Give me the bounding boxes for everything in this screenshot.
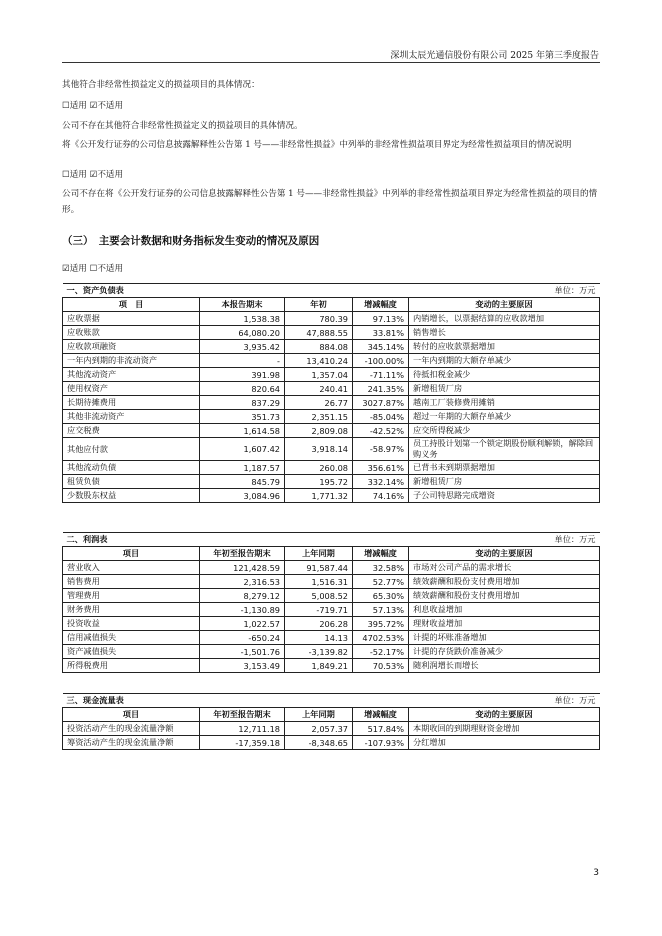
table-cell: -100.00% [353, 354, 409, 368]
table-cell: 一年内到期的大额存单减少 [409, 354, 600, 368]
table-row [63, 396, 600, 410]
table-cell: 74.16% [353, 489, 409, 503]
table-cell: 绩效薪酬和股份支付费用增加 [409, 589, 600, 603]
table-cell: 财务费用 [63, 603, 200, 617]
balance-header: 本报告期末 [200, 298, 285, 312]
profit-header: 年初至报告期末 [200, 547, 285, 561]
table-cell: 其他流动资产 [63, 368, 200, 382]
table-cell: 超过一年期的大额存单减少 [409, 410, 600, 424]
table-cell: 筹资活动产生的现金流量净额 [63, 736, 200, 750]
table-row [63, 326, 600, 340]
table-row [63, 461, 600, 475]
table-cell: 26.77 [285, 396, 353, 410]
table-row [63, 382, 600, 396]
table-cell: 已背书未到期票据增加 [409, 461, 600, 475]
table-row [63, 475, 600, 489]
table-cell: -1,501.76 [200, 645, 285, 659]
table-cell: 1,516.31 [285, 575, 353, 589]
table-cell: -85.04% [353, 410, 409, 424]
table-row [63, 312, 600, 326]
table-cell: 本期收回的到期理财资金增加 [409, 722, 600, 736]
table-cell: -71.11% [353, 368, 409, 382]
table-cell: 利息收益增加 [409, 603, 600, 617]
table-cell: - [200, 354, 285, 368]
balance-header: 年初 [285, 298, 353, 312]
table-cell: 销售费用 [63, 575, 200, 589]
table-row [63, 438, 600, 461]
table-cell: 其他非流动资产 [63, 410, 200, 424]
table-row [63, 368, 600, 382]
table-cell: 820.64 [200, 382, 285, 396]
table-cell: 越南工厂装修费用摊销 [409, 396, 600, 410]
balance-title: 一、资产负债表 [63, 284, 409, 298]
table-row [63, 603, 600, 617]
table-cell: 应收款项融资 [63, 340, 200, 354]
table-cell: 241.35% [353, 382, 409, 396]
intro-check-2: ☐适用 ☑不适用 [62, 170, 124, 180]
balance-header: 项 目 [63, 298, 200, 312]
table-cell: 47,888.55 [285, 326, 353, 340]
table-row [63, 354, 600, 368]
table-cell: 分红增加 [409, 736, 600, 750]
table-cell: 应交税费 [63, 424, 200, 438]
table-cell: 计提的存货跌价准备减少 [409, 645, 600, 659]
table-cell: 一年内到期的非流动资产 [63, 354, 200, 368]
table-cell: -17,359.18 [200, 736, 285, 750]
table-row [63, 424, 600, 438]
table-cell: -3,139.82 [285, 645, 353, 659]
table-cell: 营业收入 [63, 561, 200, 575]
table-cell: 64,080.20 [200, 326, 285, 340]
cashflow-header: 项目 [63, 708, 200, 722]
table-cell: 391.98 [200, 368, 285, 382]
table-cell: 2,316.53 [200, 575, 285, 589]
table-cell: 1,614.58 [200, 424, 285, 438]
intro-check-1: ☐适用 ☑不适用 [62, 101, 124, 111]
section-title: （三） 主要会计数据和财务指标发生变动的情况及原因 [62, 235, 320, 247]
table-cell: 356.61% [353, 461, 409, 475]
profit-header: 项目 [63, 547, 200, 561]
table-cell: 517.84% [353, 722, 409, 736]
balance-unit: 单位：万元 [409, 284, 600, 298]
report-header: 深圳太辰光通信股份有限公司 2025 年第三季度报告 [390, 51, 599, 61]
balance-sheet-table [62, 283, 600, 503]
table-cell: 使用权资产 [63, 382, 200, 396]
table-cell: 70.53% [353, 659, 409, 673]
table-cell: 52.77% [353, 575, 409, 589]
balance-rows [63, 312, 600, 503]
balance-header: 变动的主要原因 [409, 298, 600, 312]
page-number: 3 [593, 868, 599, 878]
table-cell: 少数股东权益 [63, 489, 200, 503]
table-cell: 845.79 [200, 475, 285, 489]
income-statement-table [62, 532, 600, 673]
cashflow-header: 增减幅度 [353, 708, 409, 722]
table-cell: 市场对公司产品的需求增长 [409, 561, 600, 575]
table-cell: 租赁负债 [63, 475, 200, 489]
table-cell: 待抵扣税金减少 [409, 368, 600, 382]
table-cell: 员工持股计划第一个锁定期股份顺利解锁，解除回购义务 [409, 438, 600, 461]
table-cell: 33.81% [353, 326, 409, 340]
table-cell: 5,008.52 [285, 589, 353, 603]
profit-title: 二、利润表 [63, 533, 409, 547]
profit-header: 增减幅度 [353, 547, 409, 561]
table-cell: 97.13% [353, 312, 409, 326]
cashflow-header: 变动的主要原因 [409, 708, 600, 722]
table-cell: -58.97% [353, 438, 409, 461]
table-cell: 投资收益 [63, 617, 200, 631]
table-cell: 销售增长 [409, 326, 600, 340]
table-cell: 内销增长，以票据结算的应收款增加 [409, 312, 600, 326]
table-cell: 随利润增长而增长 [409, 659, 600, 673]
table-cell: 2,809.08 [285, 424, 353, 438]
table-cell: 780.39 [285, 312, 353, 326]
table-cell: 1,187.57 [200, 461, 285, 475]
cashflow-header: 年初至报告期末 [200, 708, 285, 722]
table-cell: 3,918.14 [285, 438, 353, 461]
table-cell: 351.73 [200, 410, 285, 424]
profit-unit: 单位：万元 [409, 533, 600, 547]
table-cell: 应收票据 [63, 312, 200, 326]
table-cell: 其他应付款 [63, 438, 200, 461]
table-cell: -719.71 [285, 603, 353, 617]
table-cell: 395.72% [353, 617, 409, 631]
table-cell: 长期待摊费用 [63, 396, 200, 410]
table-cell: 子公司特思路完成增资 [409, 489, 600, 503]
table-cell: 3027.87% [353, 396, 409, 410]
table-row [63, 631, 600, 645]
table-cell: 其他流动负债 [63, 461, 200, 475]
table-cell: 投资活动产生的现金流量净额 [63, 722, 200, 736]
table-cell: 绩效薪酬和股份支付费用增加 [409, 575, 600, 589]
table-cell: 所得税费用 [63, 659, 200, 673]
table-cell: 3,153.49 [200, 659, 285, 673]
table-cell: 13,410.24 [285, 354, 353, 368]
table-cell: 65.30% [353, 589, 409, 603]
table-row [63, 645, 600, 659]
table-row [63, 410, 600, 424]
intro-line-1: 其他符合非经常性损益定义的损益项目的具体情况： [62, 80, 260, 90]
profit-rows [63, 561, 600, 673]
table-cell: 1,538.38 [200, 312, 285, 326]
table-cell: 1,022.57 [200, 617, 285, 631]
table-row [63, 722, 600, 736]
table-cell: 新增租赁厂房 [409, 475, 600, 489]
table-cell: 管理费用 [63, 589, 200, 603]
profit-header: 变动的主要原因 [409, 547, 600, 561]
cash-flow-table [62, 693, 600, 750]
table-row [63, 617, 600, 631]
table-cell: 1,357.04 [285, 368, 353, 382]
table-cell: 332.14% [353, 475, 409, 489]
table-cell: 206.28 [285, 617, 353, 631]
balance-header: 增减幅度 [353, 298, 409, 312]
table-cell: 新增租赁厂房 [409, 382, 600, 396]
table-cell: 240.41 [285, 382, 353, 396]
intro-line-3: 将《公开发行证券的公司信息披露解释性公告第 1 号——非经常性损益》中列举的非经常性损益项目界定为经常性损益项目的情况说明 [62, 140, 572, 150]
table-cell: 1,771.32 [285, 489, 353, 503]
table-cell: 应交所得税减少 [409, 424, 600, 438]
table-cell: 理财收益增加 [409, 617, 600, 631]
table-cell: 资产减值损失 [63, 645, 200, 659]
table-cell: 2,351.15 [285, 410, 353, 424]
table-cell: 计提的坏账准备增加 [409, 631, 600, 645]
table-cell: 837.29 [200, 396, 285, 410]
table-cell: 32.58% [353, 561, 409, 575]
cashflow-header: 上年同期 [285, 708, 353, 722]
table-cell: 345.14% [353, 340, 409, 354]
table-cell: 12,711.18 [200, 722, 285, 736]
table-cell: -8,348.65 [285, 736, 353, 750]
intro-line-2: 公司不存在其他符合非经常性损益定义的损益项目的具体情况。 [62, 121, 303, 131]
table-cell: 信用减值损失 [63, 631, 200, 645]
table-cell: 8,279.12 [200, 589, 285, 603]
table-cell: 260.08 [285, 461, 353, 475]
cashflow-unit: 单位：万元 [409, 694, 600, 708]
table-cell: 884.08 [285, 340, 353, 354]
table-cell: 121,428.59 [200, 561, 285, 575]
table-row [63, 589, 600, 603]
table-row [63, 561, 600, 575]
table-row [63, 489, 600, 503]
table-cell: 2,057.37 [285, 722, 353, 736]
table-cell: 1,849.21 [285, 659, 353, 673]
table-cell: 3,084.96 [200, 489, 285, 503]
table-cell: -52.17% [353, 645, 409, 659]
table-cell: 4702.53% [353, 631, 409, 645]
table-row [63, 736, 600, 750]
table-cell: 91,587.44 [285, 561, 353, 575]
cashflow-rows [63, 722, 600, 750]
table-cell: 195.72 [285, 475, 353, 489]
profit-header: 上年同期 [285, 547, 353, 561]
table-cell: 1,607.42 [200, 438, 285, 461]
table-cell: -1,130.89 [200, 603, 285, 617]
header-divider [62, 62, 600, 63]
table-cell: 57.13% [353, 603, 409, 617]
table-cell: -107.93% [353, 736, 409, 750]
table-cell: 14.13 [285, 631, 353, 645]
table-cell: 转付的应收款票据增加 [409, 340, 600, 354]
table-row [63, 659, 600, 673]
table-row [63, 340, 600, 354]
table-cell: 应收账款 [63, 326, 200, 340]
section-check: ☑适用 ☐不适用 [62, 264, 124, 274]
table-cell: -42.52% [353, 424, 409, 438]
table-row [63, 575, 600, 589]
table-cell: 3,935.42 [200, 340, 285, 354]
cashflow-title: 三、现金流量表 [63, 694, 409, 708]
intro-line-4: 公司不存在将《公开发行证券的公司信息披露解释性公告第 1 号——非经常性损益》中列举的非经常性损益项目界定为经常性损益的项目的情形。 [62, 189, 598, 215]
table-cell: -650.24 [200, 631, 285, 645]
